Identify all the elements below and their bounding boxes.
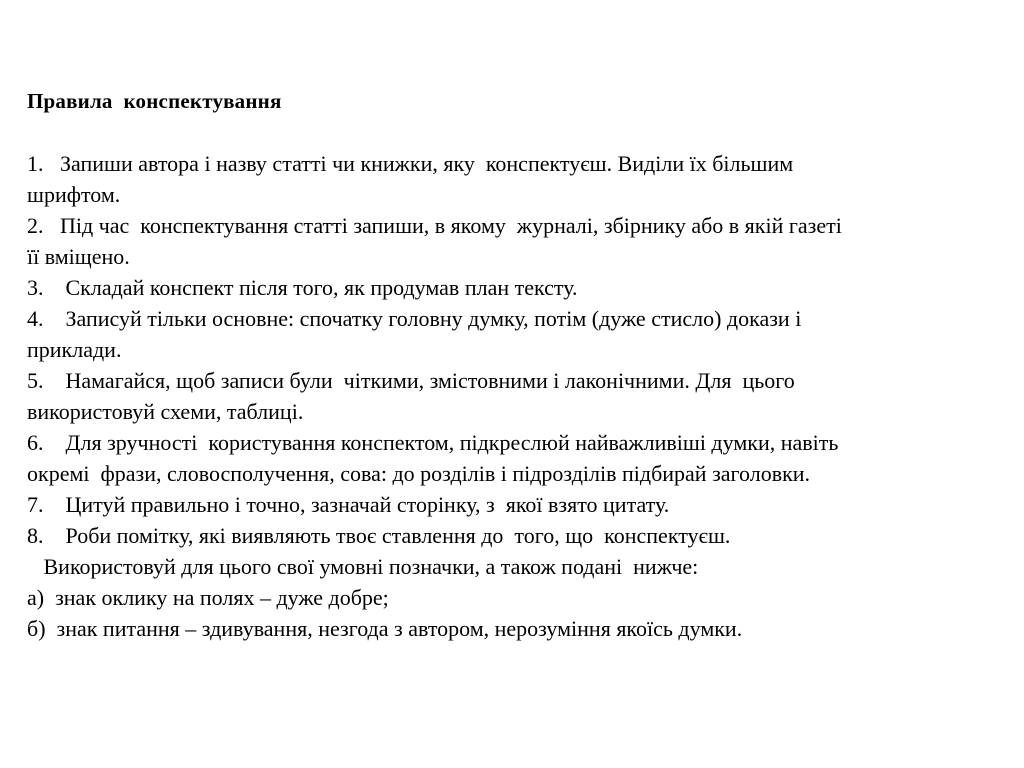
text-line: Використовуй для цього свої умовні позначки, а також подані нижче: [27, 554, 699, 579]
text-line: 5. Намагайся, щоб записи були чіткими, змістовними і лаконічними. Для цього [27, 368, 795, 393]
page-title: Правила конспектування [27, 89, 282, 113]
text-line: 8. Роби помітку, які виявляють твоє ставлення до того, що конспектуєш. [27, 523, 731, 548]
text-line: 3. Складай конспект після того, як продумав план тексту. [27, 275, 578, 300]
text-line: шрифтом. [27, 182, 121, 207]
text-line: 7. Цитуй правильно і точно, зазначай сторінку, з якої взято цитату. [27, 492, 670, 517]
text-line: 1. Запиши автора і назву статті чи книжки, яку конспектуєш. Виділи їх більшим [27, 151, 794, 176]
text-line: її вміщено. [27, 244, 130, 269]
text-line: 2. Під час конспектування статті запиши, в якому журналі, збірнику або в якій газеті [27, 213, 842, 238]
text-line: 6. Для зручності користування конспектом, підкреслюй найважливіші думки, навіть [27, 430, 839, 455]
text-line: а) знак оклику на полях – дуже добре; [27, 585, 389, 610]
text-line: б) знак питання – здивування, незгода з автором, нерозуміння якоїсь думки. [27, 616, 743, 641]
text-line: окремі фрази, словосполучення, сова: до розділів і підрозділів підбирай заголовки. [27, 461, 811, 486]
text-line: 4. Записуй тільки основне: спочатку головну думку, потім (дуже стисло) докази і [27, 306, 802, 331]
rules-list [27, 148, 1002, 644]
text-line: використовуй схеми, таблиці. [27, 399, 304, 424]
text-line: приклади. [27, 337, 122, 362]
